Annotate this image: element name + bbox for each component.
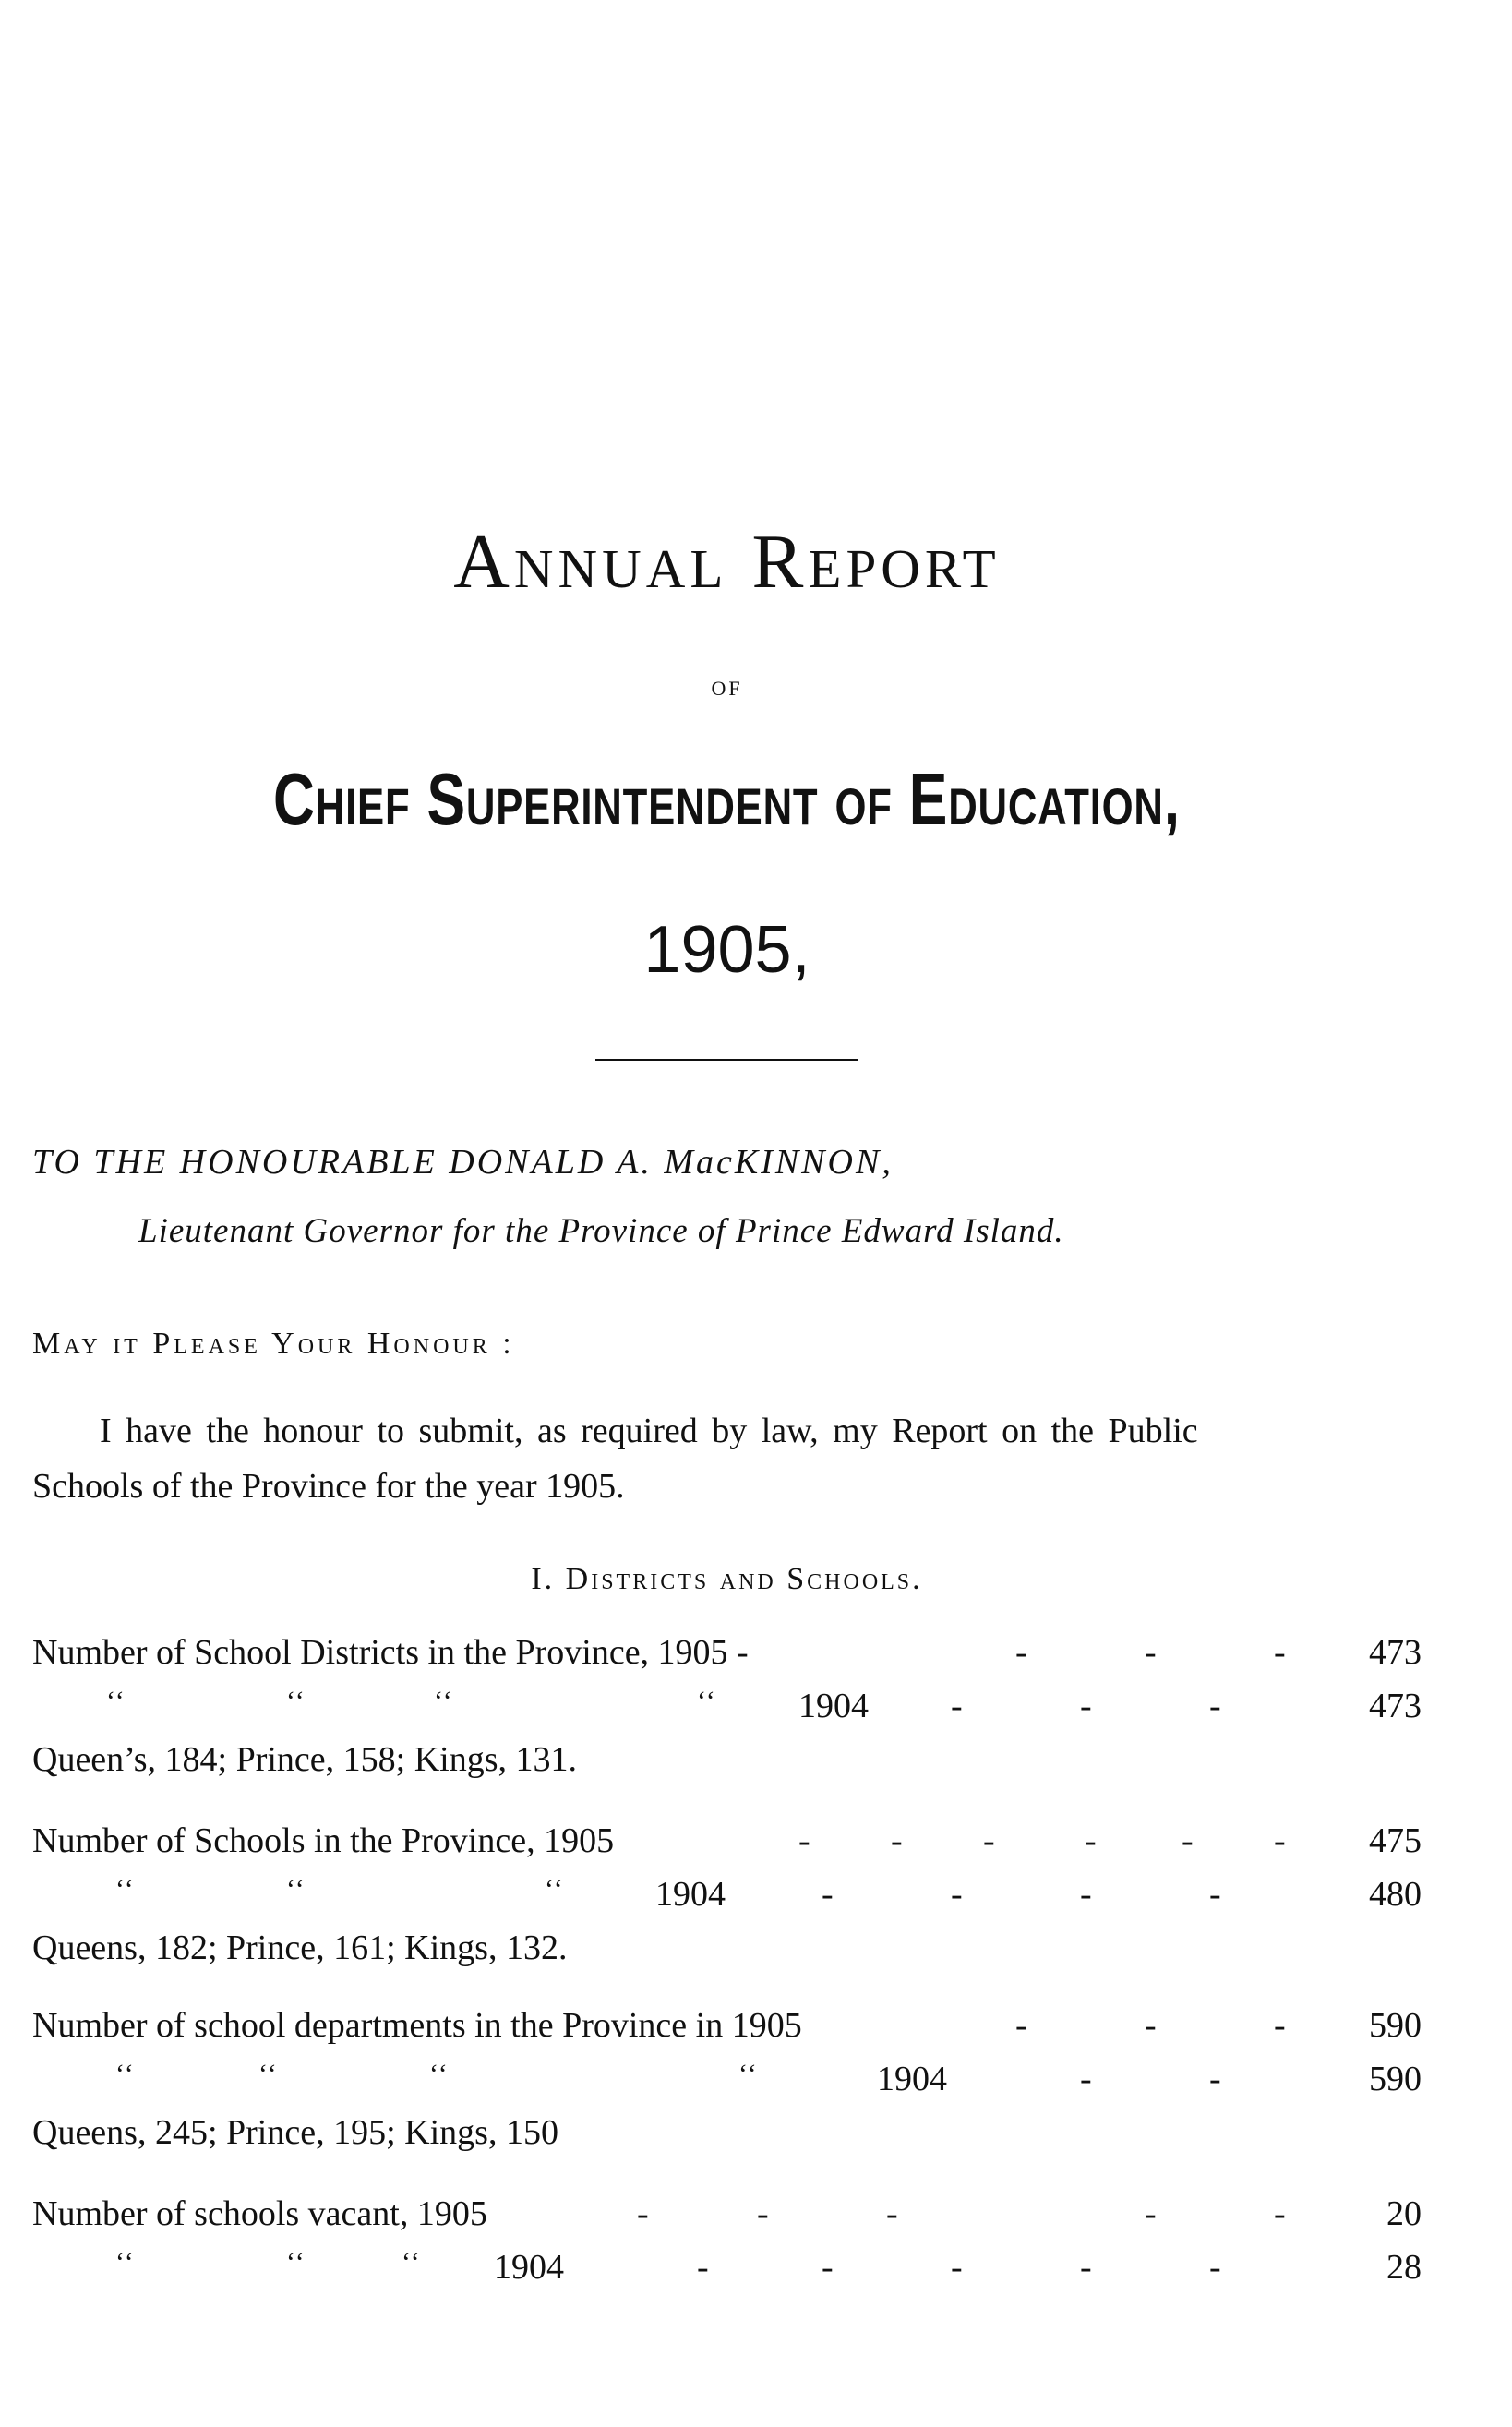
section-heading: I. Districts and Schools. — [531, 1562, 923, 1596]
ditto-mark: ‘‘ — [286, 1686, 306, 1716]
leader-dash: - — [1274, 1633, 1286, 1672]
vacant-1905-label: Number of schools vacant, 1905 — [32, 2194, 487, 2233]
leader-dash: - — [798, 1821, 810, 1860]
ditto-mark: ‘‘ — [286, 2247, 306, 2277]
ditto-mark: ‘‘ — [738, 2059, 759, 2089]
leader-dash: - — [886, 2194, 898, 2233]
vacant-1904-year: 1904 — [494, 2248, 564, 2287]
leader-dash: - — [1080, 1687, 1092, 1725]
leader-dash: - — [1145, 1633, 1157, 1672]
leader-dash: - — [1085, 1821, 1097, 1860]
salutation: May it Please Your Honour : — [32, 1327, 515, 1361]
ditto-mark: ‘‘ — [258, 2059, 279, 2089]
intro-line-1: I have the honour to submit, as required by law, my Report on the Public — [100, 1412, 1198, 1450]
leader-dash: - — [1080, 2060, 1092, 2098]
districts-1904-value: 473 — [1369, 1687, 1422, 1725]
leader-dash: - — [983, 1821, 995, 1860]
addressee-title: Lieutenant Governor for the Province of Prince Edward Island. — [138, 1212, 1064, 1250]
leader-dash: - — [637, 2194, 649, 2233]
ditto-mark: ‘‘ — [429, 2059, 450, 2089]
leader-dash: - — [951, 1875, 963, 1914]
leader-dash: - — [822, 1875, 834, 1914]
leader-dash: - — [1182, 1821, 1194, 1860]
leader-dash: - — [1209, 1687, 1221, 1725]
leader-dash: - — [1015, 1633, 1027, 1672]
ditto-mark: ‘‘ — [115, 2059, 136, 2089]
leader-dash: - — [1274, 1821, 1286, 1860]
leader-dash: - — [697, 2248, 709, 2287]
leader-dash: - — [1209, 1875, 1221, 1914]
leader-dash: - — [1080, 2248, 1092, 2287]
districts-1905-label: Number of School Districts in the Province, 1905 - — [32, 1633, 749, 1672]
leader-dash: - — [891, 1821, 903, 1860]
ditto-mark: ‘‘ — [697, 1686, 717, 1716]
leader-dash: - — [1145, 2194, 1157, 2233]
departments-1904-value: 590 — [1369, 2060, 1422, 2098]
ditto-mark: ‘‘ — [402, 2247, 422, 2277]
vacant-1905-value: 20 — [1386, 2194, 1422, 2233]
title-of: OF — [711, 677, 743, 700]
ditto-mark: ‘‘ — [115, 2247, 136, 2277]
leader-dash: - — [1080, 1875, 1092, 1914]
leader-dash: - — [1209, 2060, 1221, 2098]
ditto-mark: ‘‘ — [434, 1686, 454, 1716]
departments-1905-value: 590 — [1369, 2006, 1422, 2045]
leader-dash: - — [951, 2248, 963, 2287]
schools-1905-label: Number of Schools in the Province, 1905 — [32, 1821, 615, 1860]
ditto-mark: ‘‘ — [286, 1874, 306, 1904]
departments-1904-year: 1904 — [877, 2060, 947, 2098]
schools-1904-year: 1904 — [655, 1875, 726, 1914]
leader-dash: - — [951, 1687, 963, 1725]
departments-1905-label: Number of school departments in the Province in 1905 — [32, 2006, 802, 2045]
report-title: Annual Report — [453, 519, 1001, 605]
districts-1904-year: 1904 — [798, 1687, 869, 1725]
report-subtitle: Chief Superintendent of Education, — [272, 758, 1181, 840]
ditto-mark: ‘‘ — [545, 1874, 565, 1904]
districts-breakdown: Queen’s, 184; Prince, 158; Kings, 131. — [32, 1740, 578, 1779]
addressee-name: TO THE HONOURABLE DONALD A. MacKINNON, — [32, 1143, 894, 1182]
leader-dash: - — [1145, 2006, 1157, 2045]
schools-1904-value: 480 — [1369, 1875, 1422, 1914]
divider-rule — [595, 1059, 858, 1061]
leader-dash: - — [1015, 2006, 1027, 2045]
report-year: 1905, — [643, 913, 810, 987]
ditto-mark: ‘‘ — [115, 1874, 136, 1904]
leader-dash: - — [1209, 2248, 1221, 2287]
leader-dash: - — [1274, 2194, 1286, 2233]
leader-dash: - — [757, 2194, 769, 2233]
schools-breakdown: Queens, 182; Prince, 161; Kings, 132. — [32, 1928, 568, 1967]
leader-dash: - — [822, 2248, 834, 2287]
ditto-mark: ‘‘ — [106, 1686, 126, 1716]
leader-dash: - — [1274, 2006, 1286, 2045]
intro-line-2: Schools of the Province for the year 1905. — [32, 1467, 625, 1506]
vacant-1904-value: 28 — [1386, 2248, 1422, 2287]
schools-1905-value: 475 — [1369, 1821, 1422, 1860]
districts-1905-value: 473 — [1369, 1633, 1422, 1672]
departments-breakdown: Queens, 245; Prince, 195; Kings, 150 — [32, 2113, 558, 2152]
